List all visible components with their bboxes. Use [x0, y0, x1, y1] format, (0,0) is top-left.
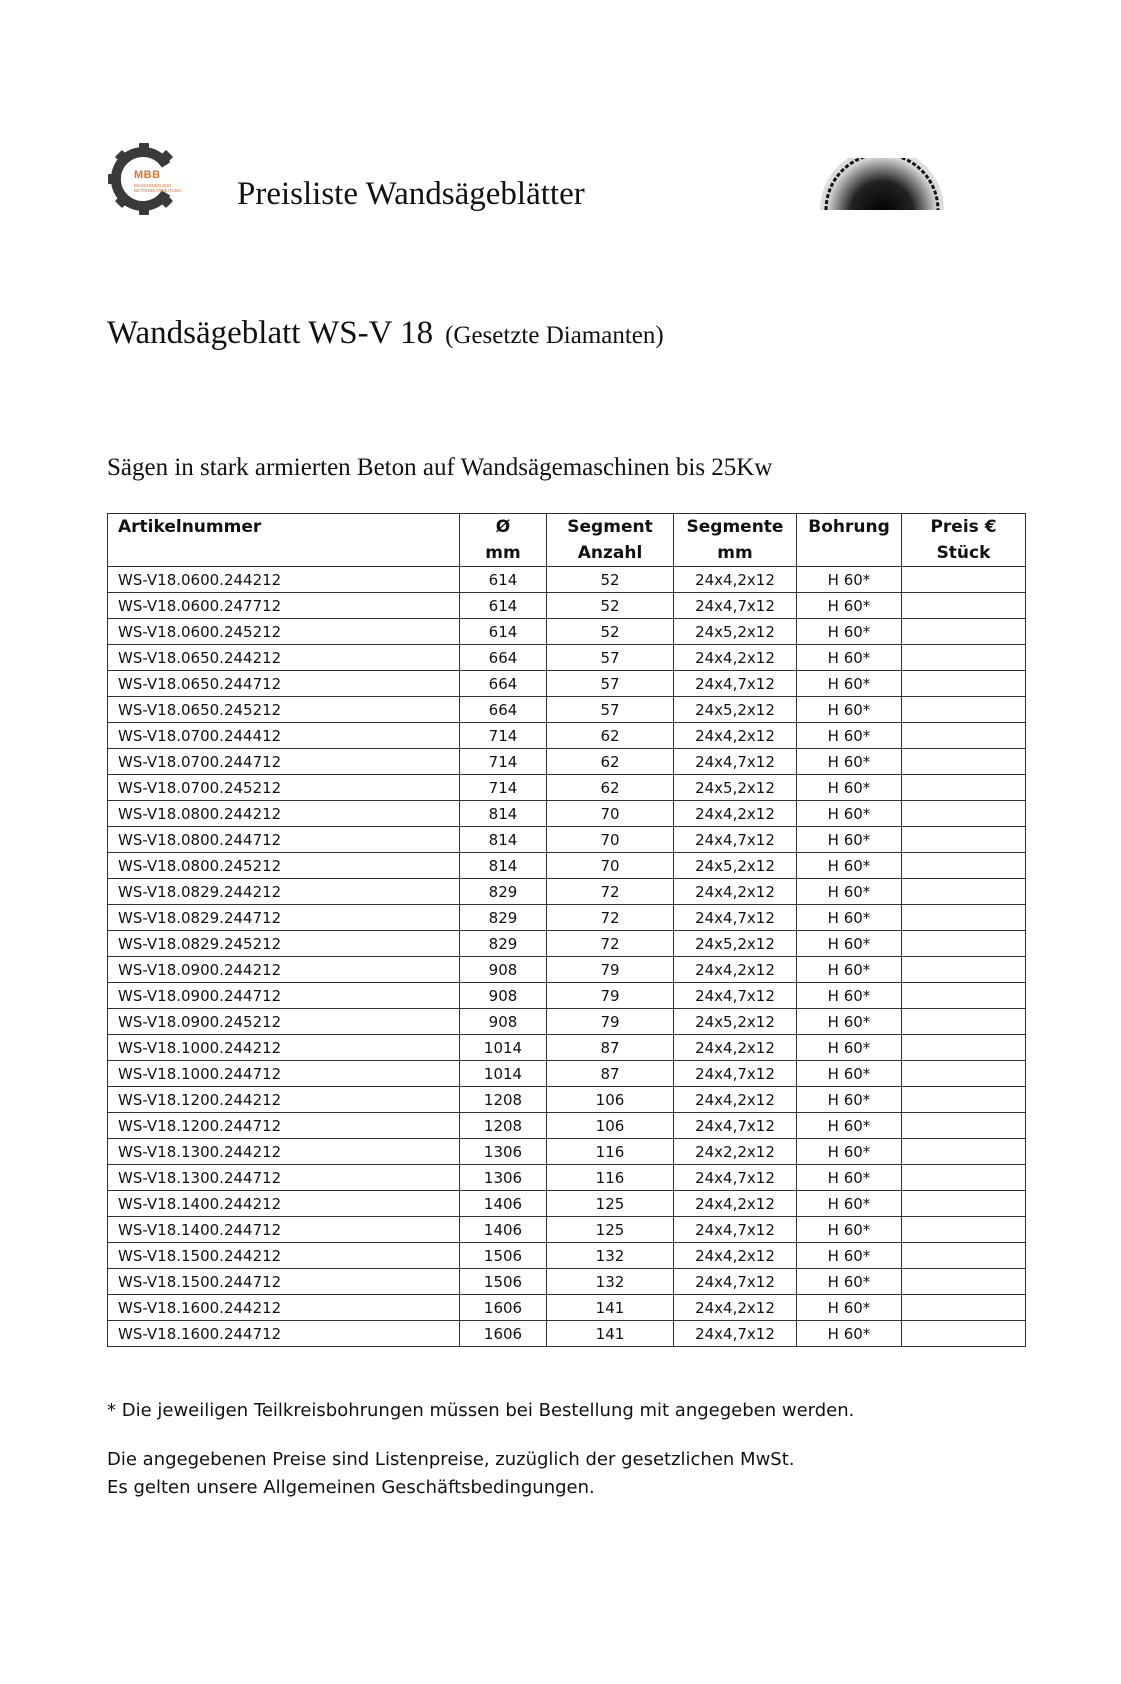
cell-artikelnummer: WS-V18.0700.244412 [108, 723, 460, 749]
cell-segmente-mm: 24x4,7x12 [674, 593, 797, 619]
cell-segmente-mm: 24x4,7x12 [674, 1269, 797, 1295]
table-row [108, 619, 1026, 645]
cell-preis [902, 957, 1026, 983]
cell-durchmesser: 908 [460, 983, 547, 1009]
cell-bohrung: H 60* [797, 749, 902, 775]
cell-preis [902, 827, 1026, 853]
cell-durchmesser: 714 [460, 749, 547, 775]
table-row [108, 697, 1026, 723]
cell-segment-anzahl: 62 [547, 749, 674, 775]
cell-segmente-mm: 24x4,7x12 [674, 1321, 797, 1347]
cell-artikelnummer: WS-V18.1500.244212 [108, 1243, 460, 1269]
header-bohrung: Bohrung [797, 514, 902, 567]
cell-segment-anzahl: 141 [547, 1295, 674, 1321]
cell-durchmesser: 829 [460, 905, 547, 931]
cell-preis [902, 1087, 1026, 1113]
table-row [108, 905, 1026, 931]
saw-blade-icon [818, 158, 946, 210]
cell-artikelnummer: WS-V18.1300.244712 [108, 1165, 460, 1191]
cell-segment-anzahl: 79 [547, 1009, 674, 1035]
cell-artikelnummer: WS-V18.0900.244712 [108, 983, 460, 1009]
cell-segmente-mm: 24x5,2x12 [674, 619, 797, 645]
cell-bohrung: H 60* [797, 1217, 902, 1243]
cell-bohrung: H 60* [797, 567, 902, 593]
cell-durchmesser: 829 [460, 931, 547, 957]
cell-bohrung: H 60* [797, 593, 902, 619]
cell-preis [902, 1009, 1026, 1035]
cell-durchmesser: 1406 [460, 1191, 547, 1217]
cell-preis [902, 905, 1026, 931]
cell-bohrung: H 60* [797, 1321, 902, 1347]
logo-subtitle: MASCHINEN ZUR BETONBEARBEITUNG [134, 183, 182, 193]
product-subtitle: (Gesetzte Diamanten) [445, 322, 664, 349]
cell-preis [902, 567, 1026, 593]
cell-bohrung: H 60* [797, 1061, 902, 1087]
cell-artikelnummer: WS-V18.0829.245212 [108, 931, 460, 957]
cell-segment-anzahl: 132 [547, 1243, 674, 1269]
cell-segmente-mm: 24x5,2x12 [674, 697, 797, 723]
cell-segmente-mm: 24x4,7x12 [674, 749, 797, 775]
table-row [108, 879, 1026, 905]
table-row [108, 567, 1026, 593]
cell-artikelnummer: WS-V18.1400.244212 [108, 1191, 460, 1217]
cell-durchmesser: 1506 [460, 1269, 547, 1295]
cell-durchmesser: 908 [460, 1009, 547, 1035]
cell-segment-anzahl: 57 [547, 671, 674, 697]
cell-bohrung: H 60* [797, 1243, 902, 1269]
cell-segmente-mm: 24x4,7x12 [674, 1061, 797, 1087]
cell-artikelnummer: WS-V18.0900.245212 [108, 1009, 460, 1035]
cell-preis [902, 619, 1026, 645]
cell-artikelnummer: WS-V18.1200.244712 [108, 1113, 460, 1139]
cell-segmente-mm: 24x4,7x12 [674, 827, 797, 853]
cell-segmente-mm: 24x4,2x12 [674, 801, 797, 827]
cell-artikelnummer: WS-V18.0600.244212 [108, 567, 460, 593]
cell-preis [902, 749, 1026, 775]
cell-segmente-mm: 24x5,2x12 [674, 931, 797, 957]
table-row [108, 749, 1026, 775]
price-table [107, 513, 1026, 1347]
cell-artikelnummer: WS-V18.0700.244712 [108, 749, 460, 775]
table-row [108, 1321, 1026, 1347]
cell-durchmesser: 1406 [460, 1217, 547, 1243]
table-row [108, 723, 1026, 749]
cell-artikelnummer: WS-V18.1000.244712 [108, 1061, 460, 1087]
cell-segmente-mm: 24x4,7x12 [674, 1217, 797, 1243]
cell-artikelnummer: WS-V18.0650.245212 [108, 697, 460, 723]
cell-artikelnummer: WS-V18.0700.245212 [108, 775, 460, 801]
cell-segment-anzahl: 106 [547, 1087, 674, 1113]
cell-segment-anzahl: 87 [547, 1061, 674, 1087]
cell-durchmesser: 1208 [460, 1087, 547, 1113]
cell-bohrung: H 60* [797, 905, 902, 931]
cell-segment-anzahl: 72 [547, 879, 674, 905]
table-header-row [108, 514, 1026, 567]
cell-bohrung: H 60* [797, 957, 902, 983]
table-body [108, 567, 1026, 1347]
cell-segment-anzahl: 57 [547, 697, 674, 723]
footnote-prices: Die angegebenen Preise sind Listenpreise, zuzüglich der gesetzlichen MwSt. [107, 1449, 795, 1470]
cell-artikelnummer: WS-V18.0650.244712 [108, 671, 460, 697]
cell-artikelnummer: WS-V18.0800.244212 [108, 801, 460, 827]
cell-preis [902, 697, 1026, 723]
cell-segment-anzahl: 125 [547, 1191, 674, 1217]
header-preis: Preis € Stück [902, 514, 1026, 567]
cell-segmente-mm: 24x4,2x12 [674, 957, 797, 983]
cell-segmente-mm: 24x4,7x12 [674, 905, 797, 931]
cell-artikelnummer: WS-V18.0650.244212 [108, 645, 460, 671]
cell-segment-anzahl: 106 [547, 1113, 674, 1139]
cell-durchmesser: 814 [460, 827, 547, 853]
cell-durchmesser: 664 [460, 645, 547, 671]
table-row [108, 1217, 1026, 1243]
cell-durchmesser: 908 [460, 957, 547, 983]
table-row [108, 827, 1026, 853]
table-row [108, 1269, 1026, 1295]
cell-bohrung: H 60* [797, 1295, 902, 1321]
cell-artikelnummer: WS-V18.1300.244212 [108, 1139, 460, 1165]
table-row [108, 1061, 1026, 1087]
cell-bohrung: H 60* [797, 827, 902, 853]
cell-preis [902, 1191, 1026, 1217]
cell-segmente-mm: 24x5,2x12 [674, 775, 797, 801]
table-row [108, 1113, 1026, 1139]
cell-segment-anzahl: 52 [547, 593, 674, 619]
cell-preis [902, 593, 1026, 619]
header-durchmesser: Ø mm [460, 514, 547, 567]
cell-bohrung: H 60* [797, 879, 902, 905]
cell-bohrung: H 60* [797, 1087, 902, 1113]
cell-preis [902, 853, 1026, 879]
table-row [108, 775, 1026, 801]
cell-segmente-mm: 24x4,2x12 [674, 879, 797, 905]
cell-segment-anzahl: 132 [547, 1269, 674, 1295]
cell-preis [902, 879, 1026, 905]
logo-name: MBB [134, 169, 161, 181]
usage-description: Sägen in stark armierten Beton auf Wandsägemaschinen bis 25Kw [107, 454, 773, 481]
footnote-agb: Es gelten unsere Allgemeinen Geschäftsbedingungen. [107, 1477, 595, 1498]
cell-artikelnummer: WS-V18.1200.244212 [108, 1087, 460, 1113]
cell-artikelnummer: WS-V18.0829.244212 [108, 879, 460, 905]
table-row [108, 671, 1026, 697]
cell-durchmesser: 1506 [460, 1243, 547, 1269]
cell-durchmesser: 829 [460, 879, 547, 905]
cell-segmente-mm: 24x4,2x12 [674, 723, 797, 749]
cell-durchmesser: 1014 [460, 1061, 547, 1087]
cell-artikelnummer: WS-V18.0900.244212 [108, 957, 460, 983]
cell-segment-anzahl: 72 [547, 905, 674, 931]
cell-segmente-mm: 24x4,2x12 [674, 1087, 797, 1113]
cell-segment-anzahl: 125 [547, 1217, 674, 1243]
cell-preis [902, 1061, 1026, 1087]
cell-artikelnummer: WS-V18.1500.244712 [108, 1269, 460, 1295]
cell-artikelnummer: WS-V18.1400.244712 [108, 1217, 460, 1243]
cell-artikelnummer: WS-V18.0829.244712 [108, 905, 460, 931]
cell-preis [902, 1035, 1026, 1061]
cell-segmente-mm: 24x4,7x12 [674, 1113, 797, 1139]
cell-durchmesser: 1606 [460, 1321, 547, 1347]
table-row [108, 853, 1026, 879]
cell-segment-anzahl: 70 [547, 801, 674, 827]
cell-preis [902, 931, 1026, 957]
cell-bohrung: H 60* [797, 931, 902, 957]
cell-segment-anzahl: 70 [547, 853, 674, 879]
cell-bohrung: H 60* [797, 671, 902, 697]
cell-artikelnummer: WS-V18.1000.244212 [108, 1035, 460, 1061]
table-row [108, 1191, 1026, 1217]
cell-segmente-mm: 24x2,2x12 [674, 1139, 797, 1165]
cell-segment-anzahl: 87 [547, 1035, 674, 1061]
cell-segmente-mm: 24x4,7x12 [674, 983, 797, 1009]
cell-segmente-mm: 24x4,2x12 [674, 1243, 797, 1269]
cell-segment-anzahl: 62 [547, 723, 674, 749]
cell-durchmesser: 614 [460, 567, 547, 593]
cell-bohrung: H 60* [797, 1165, 902, 1191]
cell-durchmesser: 664 [460, 671, 547, 697]
cell-segment-anzahl: 52 [547, 567, 674, 593]
table-row [108, 1035, 1026, 1061]
cell-bohrung: H 60* [797, 1191, 902, 1217]
cell-segment-anzahl: 79 [547, 957, 674, 983]
table-row [108, 593, 1026, 619]
cell-bohrung: H 60* [797, 697, 902, 723]
cell-segment-anzahl: 116 [547, 1165, 674, 1191]
cell-preis [902, 1295, 1026, 1321]
table-row [108, 645, 1026, 671]
cell-segmente-mm: 24x4,2x12 [674, 567, 797, 593]
table-row [108, 1243, 1026, 1269]
cell-segment-anzahl: 72 [547, 931, 674, 957]
page-title: Preisliste Wandsägeblätter [237, 176, 585, 212]
product-heading [107, 315, 664, 352]
cell-bohrung: H 60* [797, 645, 902, 671]
cell-artikelnummer: WS-V18.0800.245212 [108, 853, 460, 879]
cell-durchmesser: 664 [460, 697, 547, 723]
table-row [108, 1087, 1026, 1113]
cell-bohrung: H 60* [797, 1269, 902, 1295]
cell-preis [902, 1165, 1026, 1191]
footnote-terms [107, 1446, 795, 1502]
table-row [108, 983, 1026, 1009]
company-logo [108, 143, 208, 215]
cell-preis [902, 801, 1026, 827]
cell-segmente-mm: 24x4,2x12 [674, 1191, 797, 1217]
product-title: Wandsägeblatt WS-V 18 [107, 315, 434, 351]
cell-durchmesser: 614 [460, 593, 547, 619]
header-segmente-mm: Segmente mm [674, 514, 797, 567]
cell-preis [902, 983, 1026, 1009]
cell-artikelnummer: WS-V18.0800.244712 [108, 827, 460, 853]
table-row [108, 1009, 1026, 1035]
cell-artikelnummer: WS-V18.0600.245212 [108, 619, 460, 645]
cell-bohrung: H 60* [797, 801, 902, 827]
cell-bohrung: H 60* [797, 723, 902, 749]
table-row [108, 957, 1026, 983]
cell-preis [902, 1243, 1026, 1269]
cell-segment-anzahl: 57 [547, 645, 674, 671]
cell-durchmesser: 1606 [460, 1295, 547, 1321]
cell-bohrung: H 60* [797, 1113, 902, 1139]
cell-segmente-mm: 24x4,2x12 [674, 1035, 797, 1061]
table-row [108, 1139, 1026, 1165]
table-row [108, 1165, 1026, 1191]
cell-segment-anzahl: 141 [547, 1321, 674, 1347]
cell-durchmesser: 814 [460, 801, 547, 827]
cell-segmente-mm: 24x4,7x12 [674, 671, 797, 697]
cell-segmente-mm: 24x5,2x12 [674, 1009, 797, 1035]
cell-durchmesser: 814 [460, 853, 547, 879]
cell-preis [902, 1269, 1026, 1295]
cell-preis [902, 1113, 1026, 1139]
cell-artikelnummer: WS-V18.0600.247712 [108, 593, 460, 619]
cell-durchmesser: 1208 [460, 1113, 547, 1139]
cell-segmente-mm: 24x5,2x12 [674, 853, 797, 879]
header-segment-anzahl: Segment Anzahl [547, 514, 674, 567]
cell-durchmesser: 714 [460, 775, 547, 801]
cell-preis [902, 1321, 1026, 1347]
cell-bohrung: H 60* [797, 619, 902, 645]
cell-segment-anzahl: 116 [547, 1139, 674, 1165]
cell-bohrung: H 60* [797, 983, 902, 1009]
cell-preis [902, 671, 1026, 697]
cell-segmente-mm: 24x4,2x12 [674, 645, 797, 671]
header-artikelnummer: Artikelnummer [108, 514, 460, 567]
cell-preis [902, 1139, 1026, 1165]
cell-segment-anzahl: 70 [547, 827, 674, 853]
cell-artikelnummer: WS-V18.1600.244212 [108, 1295, 460, 1321]
cell-segmente-mm: 24x4,2x12 [674, 1295, 797, 1321]
cell-bohrung: H 60* [797, 1139, 902, 1165]
cell-segmente-mm: 24x4,7x12 [674, 1165, 797, 1191]
footnote-bohrung: * Die jeweiligen Teilkreisbohrungen müssen bei Bestellung mit angegeben werden. [107, 1400, 855, 1421]
cell-preis [902, 645, 1026, 671]
cell-durchmesser: 614 [460, 619, 547, 645]
cell-durchmesser: 714 [460, 723, 547, 749]
table-row [108, 1295, 1026, 1321]
cell-durchmesser: 1306 [460, 1139, 547, 1165]
cell-segment-anzahl: 62 [547, 775, 674, 801]
cell-durchmesser: 1014 [460, 1035, 547, 1061]
cell-segment-anzahl: 79 [547, 983, 674, 1009]
cell-durchmesser: 1306 [460, 1165, 547, 1191]
cell-artikelnummer: WS-V18.1600.244712 [108, 1321, 460, 1347]
cell-preis [902, 775, 1026, 801]
cell-preis [902, 1217, 1026, 1243]
cell-bohrung: H 60* [797, 775, 902, 801]
cell-preis [902, 723, 1026, 749]
cell-bohrung: H 60* [797, 1009, 902, 1035]
table-row [108, 931, 1026, 957]
table-row [108, 801, 1026, 827]
cell-bohrung: H 60* [797, 853, 902, 879]
cell-bohrung: H 60* [797, 1035, 902, 1061]
cell-segment-anzahl: 52 [547, 619, 674, 645]
